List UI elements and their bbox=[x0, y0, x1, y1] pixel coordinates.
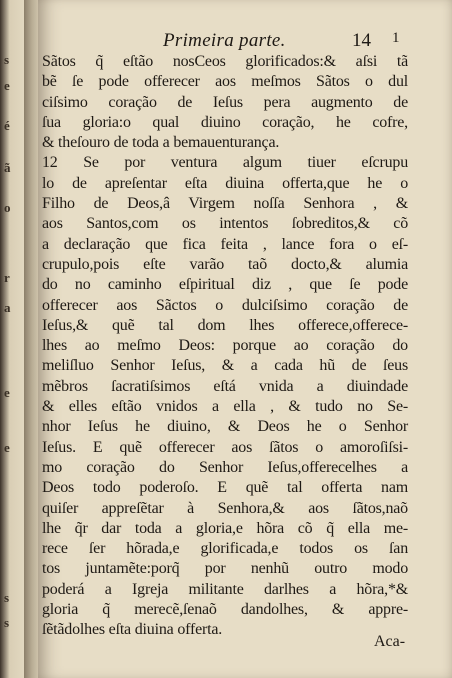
text-line: nhor Ieſus he diuino, & Deos he o Senhor bbox=[42, 418, 408, 436]
text-line: offerecer aos Sãctos o dulciſsimo coração de bbox=[42, 296, 408, 314]
text-line: lo de apreſentar eſta diuina offerta,que he o bbox=[42, 174, 408, 192]
text-line: & theſouro de toda a bemauenturança. bbox=[42, 134, 280, 152]
text-line: lhes ao meſmo Deos: porque ao coração do bbox=[42, 337, 408, 355]
text-line: mẽbros ſacratiſsimos eſtá vnida a diuindade bbox=[42, 377, 408, 395]
text-line: rece ſer hõrada,e glorificada,e todos os ſan bbox=[42, 540, 408, 558]
margin-mark: e bbox=[4, 78, 10, 93]
text-line: quiſer appreſẽtar à Senhora,& aos ſãtos,naõ bbox=[42, 499, 408, 517]
margin-mark: r bbox=[4, 270, 10, 285]
text-line: Deos todo poderoſo. E quẽ tal offerta nam bbox=[42, 479, 408, 497]
text-line: Sãtos q̃ eſtão nosCeos glorificados:& aſsi tã bbox=[42, 53, 408, 70]
text-line: Ieſus,& quẽ tal dom lhes offerece,offerece- bbox=[42, 316, 408, 334]
text-line: meliſluo Senhor Ieſus, & a cada hũ de ſeus bbox=[42, 357, 408, 375]
text-line: do no caminho eſpiritual diz , que ſe pode bbox=[42, 276, 408, 294]
text-line: mo coração do Senhor Ieſus,offerecelhes a bbox=[42, 458, 408, 476]
text-line: ciſsimo coração de Ieſus pera augmento de bbox=[42, 93, 408, 111]
text-line: a declaração que fica feita , lance fora o eſ- bbox=[42, 235, 408, 253]
margin-mark: a bbox=[4, 300, 11, 315]
text-line: ſẽtãdolhes eſta diuina offerta. bbox=[42, 621, 223, 639]
text-line: Ieſus. E quẽ offerecer aos ſãtos o amoroſiſsi- bbox=[42, 438, 408, 456]
text-line: gloria q̃ merecẽ,ſenaõ dandolhes, & appre- bbox=[42, 601, 408, 619]
text-line: poderá a Igreja militante darlhes a hõra,*& bbox=[42, 580, 408, 598]
text-line: crupulo,pois eſte varão taõ docto,& alumia bbox=[42, 255, 408, 273]
text-line: 12 Se por ventura algum tiuer eſcrupu bbox=[42, 154, 408, 172]
margin-mark: s bbox=[4, 52, 10, 67]
text-line: lhe q̃r dar toda a gloria,e hõra cõ q̃ ella me- bbox=[42, 519, 408, 537]
catchword: Aca- bbox=[374, 633, 406, 650]
facing-page-edge bbox=[0, 0, 24, 678]
text-line: tos juntamẽte:porq̃ por nenhũ outro modo bbox=[42, 560, 408, 578]
margin-mark: s bbox=[4, 615, 10, 630]
text-line: bẽ ſe pode offerecer aos meſmos Sãtos o dul bbox=[42, 73, 408, 91]
running-head: Primeira parte. bbox=[163, 30, 286, 51]
margin-mark: e bbox=[4, 385, 10, 400]
text-line: Filho de Deos,â Virgem noſſa Senhora , & bbox=[42, 195, 408, 213]
margin-mark: é bbox=[4, 118, 10, 133]
body-text bbox=[42, 52, 408, 641]
margin-mark: e bbox=[4, 440, 10, 455]
text-line: aos Santos,com os intentos ſobreditos,& cõ bbox=[42, 215, 408, 233]
margin-mark: o bbox=[4, 200, 11, 215]
text-line: ſua gloria:o qual diuino coração, he cofre, bbox=[42, 113, 408, 131]
page-header bbox=[38, 30, 452, 54]
signature-mark: 1 bbox=[392, 30, 400, 46]
margin-mark: ã bbox=[4, 160, 11, 175]
margin-mark: s bbox=[4, 590, 10, 605]
text-line: & elles eſtão vnidos a ella , & tudo no Se- bbox=[42, 398, 408, 416]
page bbox=[38, 0, 452, 678]
page-number: 14 bbox=[352, 30, 371, 51]
